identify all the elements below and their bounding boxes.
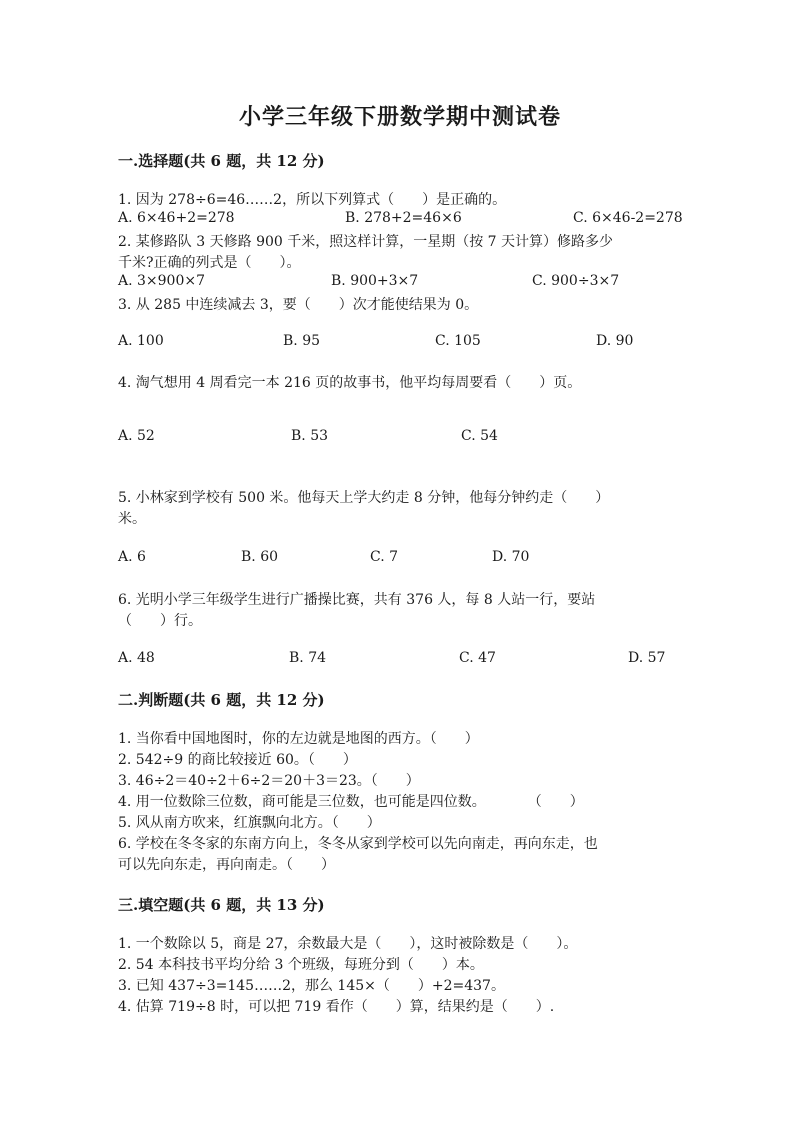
question-2-option-a: A. 3×900×7 bbox=[118, 273, 206, 289]
judgment-line-1: 1. 当你看中国地图时，你的左边就是地图的西方。（ ） bbox=[118, 731, 479, 747]
question-5-text-line-2: 米。 bbox=[118, 511, 146, 527]
question-3-option-d: D. 90 bbox=[596, 333, 634, 349]
question-1-option-b: B. 278+2=46×6 bbox=[345, 210, 462, 226]
question-5-option-b: B. 60 bbox=[241, 549, 279, 565]
question-5-option-d: D. 70 bbox=[492, 549, 530, 565]
judgment-line-6: 6. 学校在冬冬家的东南方向上，冬冬从家到学校可以先向南走，再向东走，也 bbox=[118, 836, 598, 852]
question-2-option-b: B. 900+3×7 bbox=[331, 273, 419, 289]
page-title: 小学三年级下册数学期中测试卷 bbox=[238, 104, 561, 130]
section-header-judgment: 二.判断题(共 6 题，共 12 分) bbox=[118, 691, 325, 709]
question-1-text: 1. 因为 278÷6=46……2，所以下列算式（ ）是正确的。 bbox=[118, 192, 507, 208]
question-4-option-c: C. 54 bbox=[461, 428, 498, 444]
question-3-text: 3. 从 285 中连续减去 3，要（ ）次才能使结果为 0。 bbox=[118, 297, 479, 313]
question-4-option-a: A. 52 bbox=[118, 428, 155, 444]
question-4-option-b: B. 53 bbox=[291, 428, 329, 444]
question-6-text-line-2: （ ）行。 bbox=[118, 613, 202, 629]
question-3-option-a: A. 100 bbox=[118, 333, 164, 349]
fill-blank-line-3: 3. 已知 437÷3=145……2，那么 145×（ ）+2=437。 bbox=[118, 978, 505, 994]
fill-blank-line-1: 1. 一个数除以 5，商是 27，余数最大是（ ），这时被除数是（ ）。 bbox=[118, 936, 578, 952]
question-6-option-d: D. 57 bbox=[628, 650, 666, 666]
judgment-line-2: 2. 542÷9 的商比较接近 60。（ ） bbox=[118, 752, 357, 768]
question-6-text-line-1: 6. 光明小学三年级学生进行广播操比赛，共有 376 人，每 8 人站一行，要站 bbox=[118, 592, 596, 608]
question-1-option-a: A. 6×46+2=278 bbox=[118, 210, 235, 226]
fill-blank-line-4: 4. 估算 719÷8 时，可以把 719 看作（ ）算，结果约是（ ）. bbox=[118, 999, 555, 1015]
judgment-line-7: 可以先向东走，再向南走。（ ） bbox=[118, 857, 335, 873]
fill-blank-line-2: 2. 54 本科技书平均分给 3 个班级，每班分到（ ）本。 bbox=[118, 957, 484, 973]
question-3-option-b: B. 95 bbox=[283, 333, 321, 349]
question-6-option-b: B. 74 bbox=[289, 650, 327, 666]
question-5-text-line-1: 5. 小林家到学校有 500 米。他每天上学大约走 8 分钟，他每分钟约走（ ） bbox=[118, 490, 610, 506]
question-2-option-c: C. 900÷3×7 bbox=[532, 273, 620, 289]
question-2-text-line-1: 2. 某修路队 3 天修路 900 千米，照这样计算，一星期（按 7 天计算）修路多少 bbox=[118, 234, 614, 250]
question-5-option-a: A. 6 bbox=[118, 549, 146, 565]
question-2-text-line-2: 千米?正确的列式是（ ）。 bbox=[118, 255, 301, 271]
question-6-option-a: A. 48 bbox=[118, 650, 155, 666]
question-6-option-c: C. 47 bbox=[459, 650, 496, 666]
question-3-option-c: C. 105 bbox=[435, 333, 481, 349]
judgment-line-4: 4. 用一位数除三位数，商可能是三位数，也可能是四位数。 （ ） bbox=[118, 794, 584, 810]
question-1-option-c: C. 6×46-2=278 bbox=[573, 210, 683, 226]
question-4-text: 4. 淘气想用 4 周看完一本 216 页的故事书，他平均每周要看（ ）页。 bbox=[118, 375, 582, 391]
judgment-line-5: 5. 风从南方吹来，红旗飘向北方。（ ） bbox=[118, 815, 381, 831]
section-header-choice: 一.选择题(共 6 题，共 12 分) bbox=[118, 152, 325, 170]
judgment-line-3: 3. 46÷2＝40÷2＋6÷2＝20＋3＝23。（ ） bbox=[118, 773, 420, 789]
section-header-fill-blank: 三.填空题(共 6 题，共 13 分) bbox=[118, 896, 325, 914]
question-5-option-c: C. 7 bbox=[370, 549, 399, 565]
